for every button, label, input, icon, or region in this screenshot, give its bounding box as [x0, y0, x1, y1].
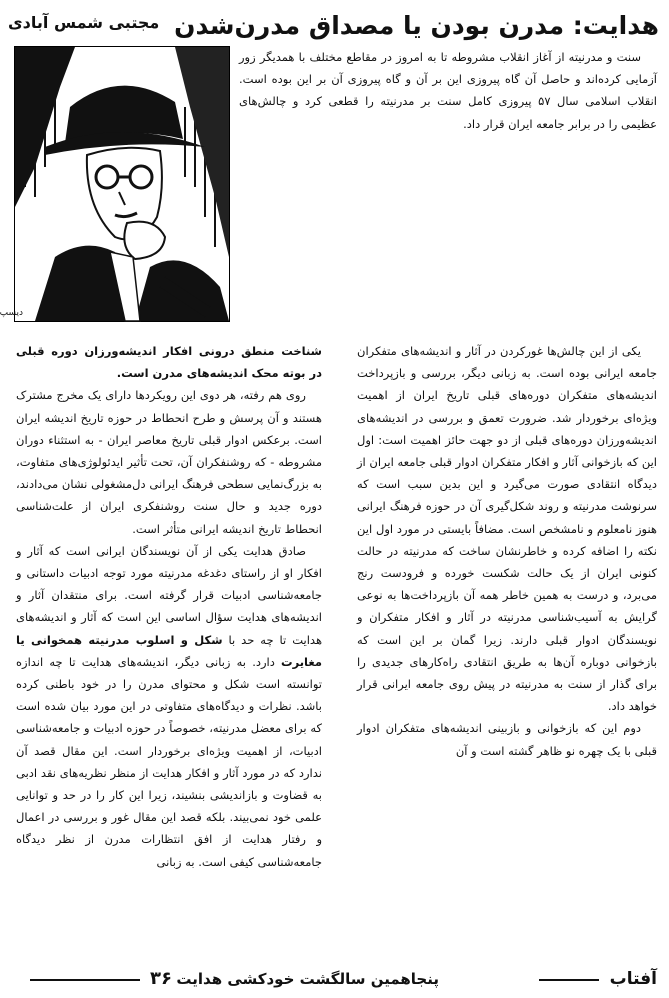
right-column: [357, 340, 657, 970]
intro-paragraph-1: سنت و مدرنیته از آغاز انقلاب مشروطه تا به امروز در مقاطع مختلف با همدیگر زور آزمایی کرده‌اند و حاصل آن گاه پیروزی این بر آن و گاه پیروزی آن بر این بوده است. انقلاب اسلامی سال ۵۷ پیروزی کامل سنت بر مدرنیته را قطعی کرد و چالش‌های عظیمی را در برابر جامعه ایران قرار داد.: [239, 50, 657, 131]
left-paragraph-3-end: دارد. به زبانی دیگر، اندیشه‌های هدایت تا چه اندازه توانسته است شکل و محتوای مدرن را در خود باطنی کرده باشد. نظرات و دیدگاه‌های متفاوتی در این مورد بیان شده است که برای معضل مدرنیته، خصوصاً در حوزه ادبیات و جامعه‌شناسی ادبیات، از اهمیت ویژه‌ای برخوردار است. این مقال قصد آن ندارد که در مورد آثار و افکار هدایت از منظر نظریه‌های نقد ادبی به قضاوت و بازاندیشی بنشیند، زیرا این کار را در حد و توانایی علمی خود نمی‌بیند. بلکه قصد این مقال غور و بررسی در اعمال و رفتار هدایت از افق انتظارات مدرن از نظر دیدگاه جامعه‌شناسی کیفی است. به زبانی: [16, 654, 322, 869]
left-paragraph-3-start: صادق هدایت یکی از آن نویسندگان ایرانی است که آثار و افکار او از راستای دغدغه مدرنیته مورد توجه ادبیات داستانی و جامعه‌شناسی ادبیات قرار گرفته است. برای منتقدان آثار و اندیشه‌های هدایت سؤال اساسی این است که آثار و اندیشه‌های هدایت تا چه حد با: [16, 543, 323, 647]
article-title: هدایت: مدرن بودن یا مصداق مدرن‌شدن: [174, 11, 659, 40]
author-name: مجتبی شمس آبادی: [8, 13, 160, 32]
right-paragraph-2: یکی از این چالش‌ها غورکردن در آثار و اندیشه‌های متفکران جامعه ایرانی بوده است. به زبانی دیگر، بررسی و بازپرداخت اندیشه‌های متفکران دوره‌های قبلی تاریخ ایران از اهمیت ویژه‌ای برخوردار شد. ضرورت تعمق و بررسی در اندیشه‌های اندیشه‌ورزان دوره‌های قبلی از دو جهت حائز اهمیت است: اول این که بازخوانی آثار و افکار متفکران ادوار قبلی جامعه ایران از دیدگاه انتقادی صورت می‌گیرد و این بدین سبب است که سرنوشت مدرنیته و روند شکل‌گیری آن در حوزه فرهنگ ایرانی هنوز نامعلوم و نامشخص است. مضافاً بایستی در مورد اول این نکته را اضافه کرده و خاطرنشان ساخت که مدرنیته در حالت کنونی ایران از یک حالت شکست خورده و فرودست رنج می‌برد، و درست به همین خاطر همه آن بازپرداخت‌ها به نوعی گرایش به آسیب‌شناسی مدرنیته در آثار و افکار متفکران و نویسندگان ادوار قبلی دارند. زیرا گمان بر این است که بازخوانی دوباره آن‌ها به طریق انتقادی راه‌کارهای جدیدی را برای گذار از سنت به مدرنیته در پیش روی جامعه ایرانی قرار خواهد داد.: [357, 344, 657, 714]
footer-rule-right: [539, 979, 599, 981]
footer-rule-left: [30, 979, 140, 981]
left-column: [16, 340, 322, 970]
page-number: ۳۶: [150, 968, 172, 989]
left-paragraph-3: [16, 540, 322, 873]
svg-text:دیسپ: دیسپ: [0, 308, 23, 318]
magazine-name: آفتاب: [609, 969, 657, 989]
issue-series-title: پنجاهمین سالگشت خودکشی هدایت: [176, 970, 439, 988]
emphasis-text: شکل و اسلوب مدرنیته همخوانی یا مغایرت: [16, 632, 322, 669]
portrait-drawing: [0, 47, 229, 321]
right-paragraph-3: دوم این که بازخوانی و بازبینی اندیشه‌های متفکران ادوار قبلی با یک چهره نو ظاهر گشته است و آن: [357, 721, 657, 758]
left-paragraph-1: [16, 340, 322, 384]
portrait-illustration: [0, 46, 230, 322]
left-paragraph-1-text: شناخت منطق درونی افکار اندیشه‌ورزان دوره قبلی در بوته محک اندیشه‌های مدرن است.: [16, 344, 322, 381]
left-paragraph-2: روی هم رفته، هر دوی این رویکردها دارای یک مخرج مشترک هستند و آن پرسش و طرح انحطاط در حوزه تاریخ اندیشه ایران است. برعکس ادوار قبلی تاریخ معاصر ایران - به استثناء دوران مشروطه - که روشنفکران آن، تحت تأثیر ایدئولوژی‌های متفاوت، به بزرگ‌نمایی سطحی فرهنگ ایرانی دل‌مشغولی نشان می‌دادند، دوره جدید و حال سنت روشنفکری ایران از علت‌شناسی انحطاط تاریخ اندیشه ایرانی متأثر است.: [16, 388, 322, 536]
page-footer: [0, 964, 669, 994]
intro-column: [239, 46, 657, 324]
